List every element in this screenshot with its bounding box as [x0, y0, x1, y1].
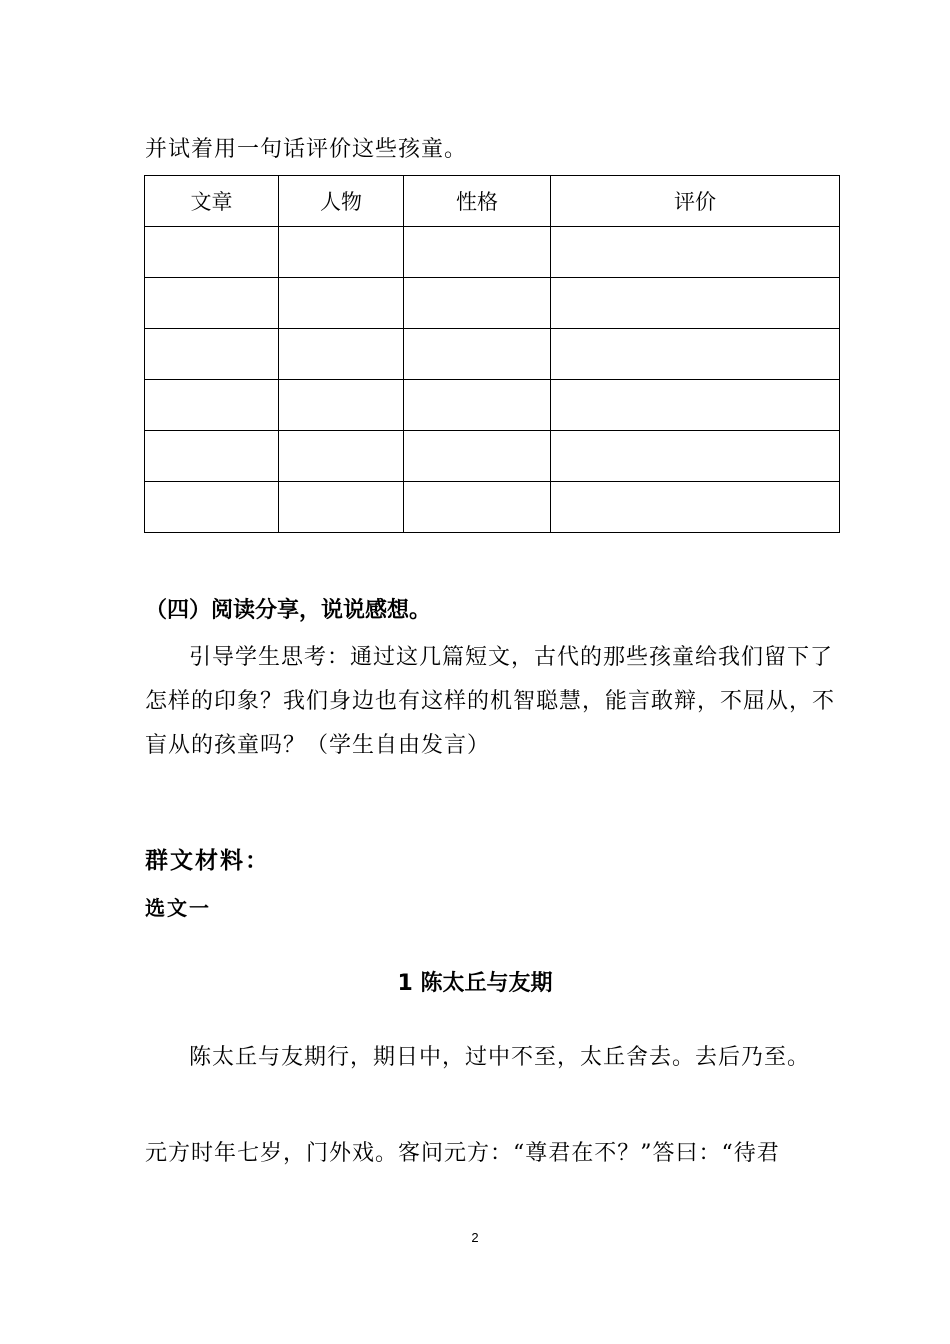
- table-cell: [404, 227, 551, 278]
- table-cell: [404, 380, 551, 431]
- article-line: 元方时年七岁，门外戏。客问元方：“尊君在不？”答曰：“待君: [145, 1141, 780, 1166]
- table-row: [145, 380, 840, 431]
- article-line: 陈太丘与友期行，期日中，过中不至，太丘舍去。去后乃至。: [189, 1045, 811, 1070]
- table-cell: [404, 431, 551, 482]
- table-header-row: [145, 176, 840, 227]
- table-cell: [404, 278, 551, 329]
- table-cell: [145, 329, 279, 380]
- evaluation-table: [144, 175, 840, 533]
- table-cell: [551, 329, 840, 380]
- table-cell: [279, 482, 404, 533]
- table-cell: [551, 431, 840, 482]
- table-cell: [551, 278, 840, 329]
- section-heading: （四）阅读分享，说说感想。: [145, 598, 432, 623]
- materials-heading: 群文材料：: [145, 848, 270, 874]
- table-cell: [279, 380, 404, 431]
- table-header-cell: 性格: [404, 176, 551, 227]
- selection-heading: 选文一: [145, 896, 211, 920]
- intro-text: 并试着用一句话评价这些孩童。: [145, 137, 468, 162]
- section-paragraph: 引导学生思考：通过这几篇短文，古代的那些孩童给我们留下了怎样的印象？我们身边也有这样的机智聪慧，能言敢辩，不屈从，不盲从的孩童吗？（学生自由发言）: [145, 645, 836, 758]
- table-cell: [551, 482, 840, 533]
- table-row: [145, 329, 840, 380]
- table-header-cell: 评价: [551, 176, 840, 227]
- table-cell: [279, 227, 404, 278]
- table-header-cell: 人物: [279, 176, 404, 227]
- table-header-cell: 文章: [145, 176, 279, 227]
- table-cell: [145, 227, 279, 278]
- table-cell: [145, 482, 279, 533]
- table-cell: [404, 329, 551, 380]
- table-cell: [279, 278, 404, 329]
- table-cell: [551, 380, 840, 431]
- table-cell: [145, 380, 279, 431]
- table-cell: [404, 482, 551, 533]
- table-row: [145, 482, 840, 533]
- table-row: [145, 278, 840, 329]
- article-title: 1 陈太丘与友期: [397, 971, 553, 996]
- table-cell: [551, 227, 840, 278]
- table-cell: [145, 431, 279, 482]
- table-cell: [279, 431, 404, 482]
- page-number: 2: [471, 1230, 479, 1245]
- table-row: [145, 431, 840, 482]
- table-row: [145, 227, 840, 278]
- table-cell: [145, 278, 279, 329]
- table-cell: [279, 329, 404, 380]
